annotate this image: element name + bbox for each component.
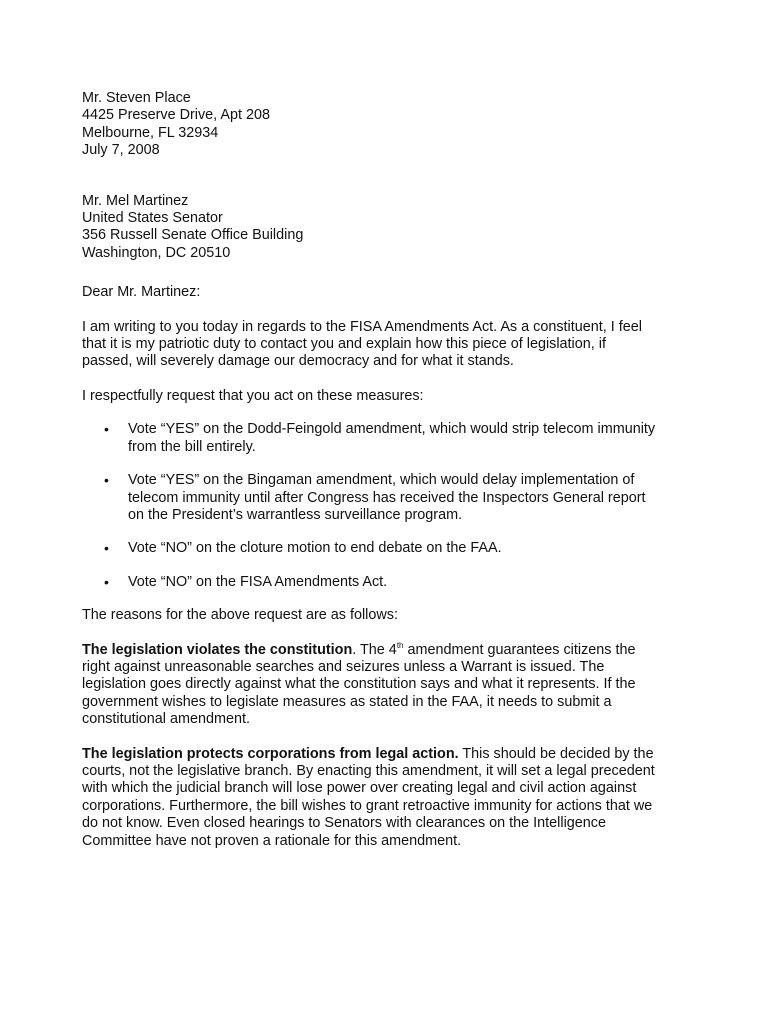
salutation-text: Dear Mr. Martinez:	[82, 284, 201, 301]
sender-address-block	[82, 90, 692, 160]
reason-line: do not know. Even closed hearings to Senators with clearances on the Intelligence	[82, 815, 606, 832]
reason-text: . The 4	[352, 641, 397, 658]
recipient-title: United States Senator	[82, 210, 223, 227]
reason-heading: The legislation violates the constitution	[82, 641, 353, 658]
reason-text: This should be decided by the	[458, 745, 654, 762]
intro-line: that it is my patriotic duty to contact you and explain how this piece of legislation, if	[82, 336, 606, 353]
reason-text: amendment guarantees citizens the	[403, 641, 636, 658]
list-item	[82, 472, 692, 524]
request-line: telecom immunity until after Congress has received the Inspectors General report	[128, 489, 646, 506]
request-list	[82, 421, 692, 591]
request-line: Vote “NO” on the cloture motion to end debate on the FAA.	[128, 540, 502, 557]
request-intro-text: I respectfully request that you act on these measures:	[82, 387, 424, 404]
reason-first-line	[82, 642, 692, 659]
bullet-icon: •	[104, 540, 109, 557]
intro-line: passed, will severely damage our democracy and for what it stands.	[82, 353, 514, 370]
reason-line: legislation goes directly against what the constitution says and what it represents. If the	[82, 676, 636, 693]
reason-first-line	[82, 746, 692, 763]
request-line: Vote “YES” on the Dodd-Feingold amendment, which would strip telecom immunity	[128, 421, 656, 438]
reason-line: with which the judicial branch will lose power over creating legal and civil action against	[82, 780, 637, 797]
reason-line: courts, not the legislative branch. By enacting this amendment, it will set a legal precedent	[82, 762, 655, 779]
intro-paragraph	[82, 319, 692, 371]
reason-line: constitutional amendment.	[82, 711, 250, 728]
bullet-icon: •	[104, 573, 109, 590]
sender-city: Melbourne, FL 32934	[82, 124, 219, 141]
recipient-city: Washington, DC 20510	[82, 244, 231, 261]
recipient-name: Mr. Mel Martinez	[82, 192, 189, 209]
intro-line: I am writing to you today in regards to the FISA Amendments Act. As a constituent, I feel	[82, 318, 642, 335]
sender-name: Mr. Steven Place	[82, 90, 191, 106]
recipient-address-block	[82, 193, 692, 263]
reason-line: Committee have not proven a rationale for this amendment.	[82, 832, 462, 849]
letter-page	[82, 90, 692, 850]
letter-date: July 7, 2008	[82, 142, 160, 159]
request-intro-paragraph	[82, 388, 692, 405]
reason-heading: The legislation protects corporations from legal action.	[82, 745, 459, 762]
recipient-office: 356 Russell Senate Office Building	[82, 227, 304, 244]
bullet-icon: •	[104, 472, 109, 489]
salutation	[82, 284, 692, 301]
ordinal-superscript: th	[396, 640, 404, 650]
bullet-icon: •	[104, 421, 109, 438]
reason-line: corporations. Furthermore, the bill wishes to grant retroactive immunity for actions that we	[82, 797, 653, 814]
reason-line: right against unreasonable searches and seizures unless a Warrant is issued. The	[82, 658, 605, 675]
request-line: Vote “YES” on the Bingaman amendment, which would delay implementation of	[128, 472, 635, 489]
request-line: on the President’s warrantless surveillance program.	[128, 506, 463, 523]
reasons-intro-text: The reasons for the above request are as follows:	[82, 607, 398, 624]
reason-paragraph-constitution	[82, 642, 692, 729]
sender-street: 4425 Preserve Drive, Apt 208	[82, 107, 270, 124]
list-item	[82, 574, 692, 591]
reason-paragraph-corporations	[82, 746, 692, 850]
list-item	[82, 540, 692, 557]
request-line: from the bill entirely.	[128, 438, 256, 455]
reason-line: government wishes to legislate measures as stated in the FAA, it needs to submit a	[82, 693, 612, 710]
reasons-intro-paragraph	[82, 607, 692, 624]
list-item	[82, 421, 692, 456]
request-line: Vote “NO” on the FISA Amendments Act.	[128, 573, 388, 590]
